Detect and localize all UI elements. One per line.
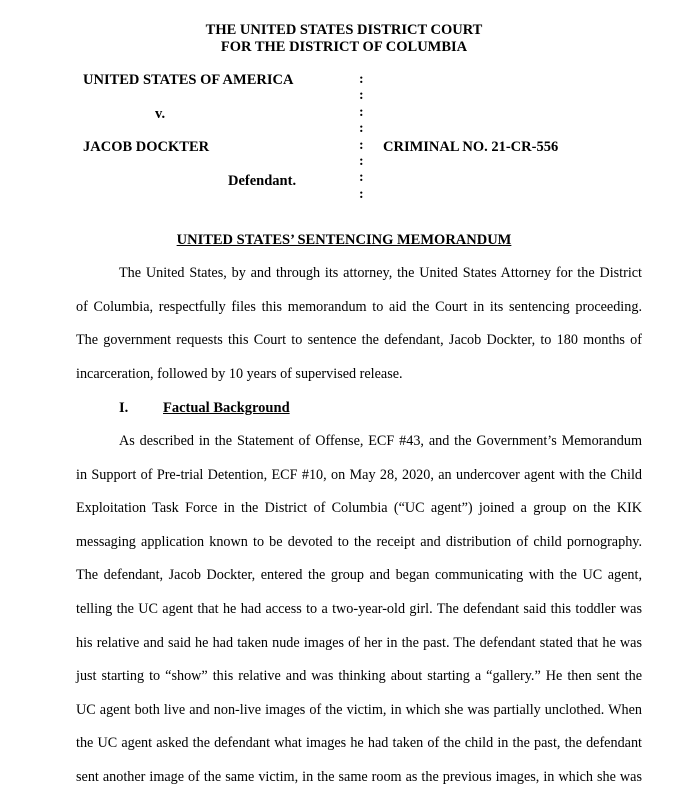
- intro-line: The government requests this Court to sentence the defendant, Jacob Dockter, to 180 months of: [76, 332, 642, 349]
- caption-defendant-label: Defendant.: [228, 173, 297, 189]
- facts-paragraph: [76, 425, 642, 795]
- facts-line: telling the UC agent that he had access to a two-year-old girl. The defendant said this toddler was: [76, 600, 642, 617]
- memorandum-title: UNITED STATES’ SENTENCING MEMORANDUM: [176, 232, 512, 248]
- case-number: CRIMINAL NO. 21-CR-556: [383, 139, 559, 155]
- facts-line: The defendant, Jacob Dockter, entered the group and began communicating with the UC agent,: [76, 567, 642, 584]
- facts-line: As described in the Statement of Offense, ECF #43, and the Government’s Memorandum: [119, 433, 642, 449]
- caption-plaintiff: UNITED STATES OF AMERICA: [83, 72, 294, 88]
- facts-line: sent another image of the same victim, in the same room as the previous images, in which she was: [76, 768, 642, 785]
- facts-line: UC agent both live and non-live images of the victim, in which she was partially unclothed. When: [76, 701, 642, 718]
- facts-line: the UC agent asked the defendant what images he had taken of the child in the past, the defendant: [76, 735, 642, 752]
- court-heading: [0, 22, 688, 56]
- facts-line: Exploitation Task Force in the District of Columbia (“UC agent”) joined a group on the KIK: [76, 500, 642, 517]
- caption-colon-divider: : : : : : : : :: [359, 72, 364, 202]
- section-heading: [119, 400, 290, 417]
- intro-paragraph: [76, 257, 642, 391]
- intro-line: of Columbia, respectfully files this memorandum to aid the Court in its sentencing proceeding.: [76, 298, 642, 315]
- facts-line: his relative and said he had taken nude images of her in the past. The defendant stated that he was: [76, 634, 642, 651]
- caption-defendant-name: JACOB DOCKTER: [83, 139, 210, 155]
- caption-versus: v.: [155, 106, 166, 122]
- facts-line: just starting to “show” this relative and was thinking about starting a “gallery.” He then sent the: [76, 668, 642, 685]
- facts-line: in Support of Pre-trial Detention, ECF #10, on May 28, 2020, an undercover agent with the Child: [76, 466, 642, 483]
- section-title: Factual Background: [163, 400, 290, 416]
- section-number: I.: [119, 400, 129, 416]
- facts-line: messaging application known to be devoted to the receipt and distribution of child pornography.: [76, 533, 642, 550]
- court-heading-line-1: THE UNITED STATES DISTRICT COURT: [205, 22, 483, 38]
- intro-line: The United States, by and through its attorney, the United States Attorney for the District: [119, 265, 642, 281]
- intro-line: incarceration, followed by 10 years of supervised release.: [76, 365, 403, 382]
- court-heading-line-2: FOR THE DISTRICT OF COLUMBIA: [220, 39, 468, 55]
